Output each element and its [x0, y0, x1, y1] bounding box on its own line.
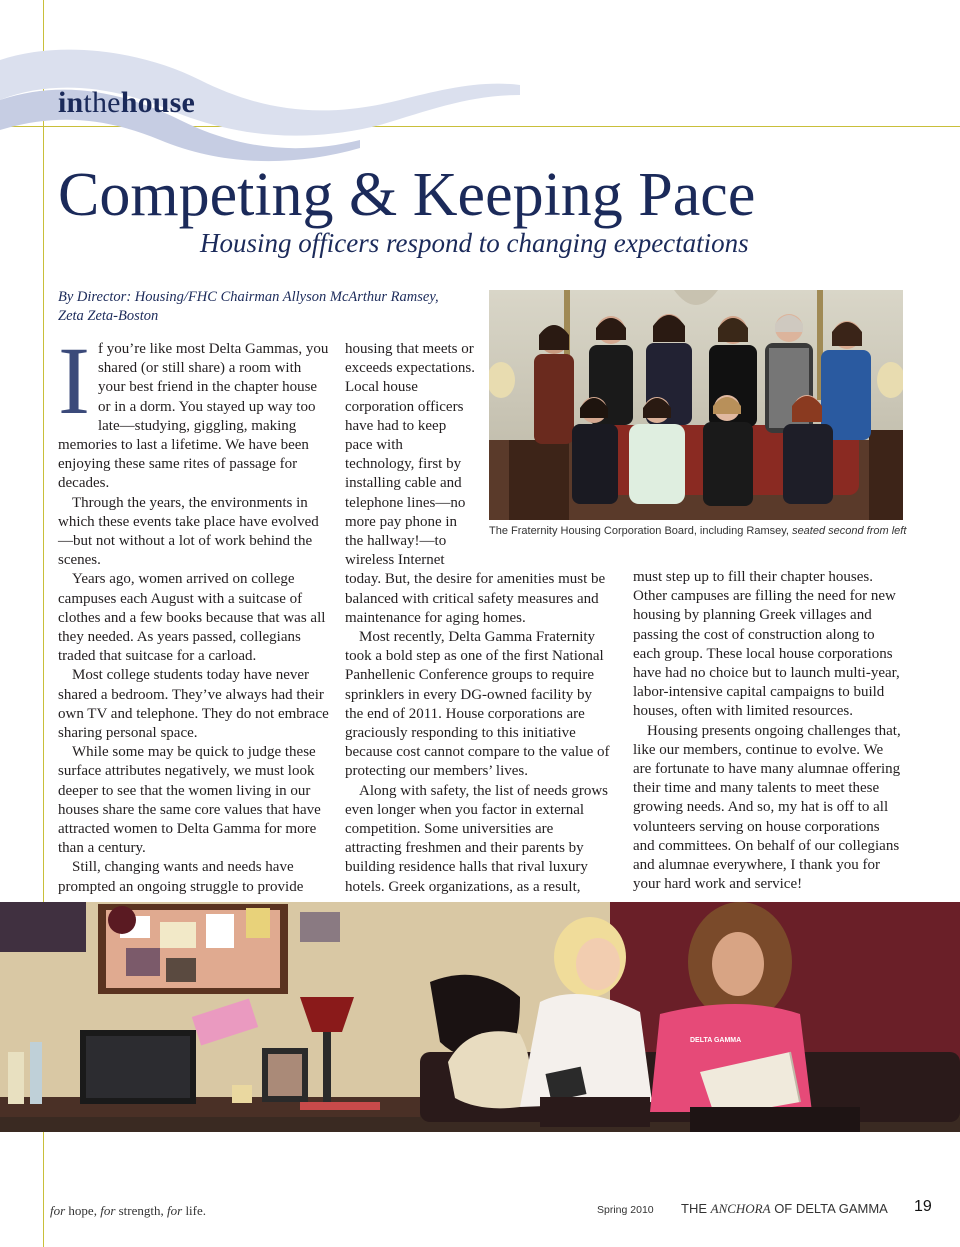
tagline-life: life. — [182, 1203, 207, 1218]
tagline-hope: hope, — [65, 1203, 101, 1218]
article-subtitle: Housing officers respond to changing expectations — [200, 228, 749, 258]
paragraph: Most recently, Delta Gamma Fraternity took a bold step as one of the first National Panhellenic Conference groups to require sprinklers in every DG-owned facility by the end of 2011. House corporations are graciously responding to this initiative because cost cannot compare to the value of protecting our members’ lives. — [345, 629, 610, 780]
footer-issue-date: Spring 2010 — [597, 1204, 654, 1216]
paragraph: Most college students today have never shared a bedroom. They’ve always had their own TV and telephone. They do not embrace sharing personal space. — [58, 667, 329, 742]
paragraph — [58, 327, 330, 494]
drop-cap: I — [58, 327, 90, 434]
tagline-for-3: for — [167, 1203, 183, 1218]
tagline-for-2: for — [100, 1203, 116, 1218]
shirt-text: DELTA GAMMA — [690, 1037, 742, 1044]
photo-caption-italic: seated second from left — [792, 525, 907, 537]
article-title: Competing & Keeping Pace — [58, 161, 756, 229]
article-column-3 — [633, 568, 905, 894]
paragraph: Years ago, women arrived on college campuses each August with a suitcase of clothes and a few books because that was all they needed. As years passed, collegians traded that suitcase for a carload. — [58, 571, 326, 665]
paragraph: While some may be quick to judge these surface attributes negatively, we must look deeper to see that the women living in our houses share the same core values that have attracted women to Delta Gamma for more than a century. — [58, 744, 321, 857]
paragraph: Housing presents ongoing challenges that, like our members, continue to evolve. We are fortunate to have many alumnae offering their time and many talents to meet these growing needs. And so, my hat is off to all volunteers serving on house corporations and committees. On behalf of our collegians and alumnae everywhere, I thank you for your hard work and service! — [633, 722, 901, 893]
paragraph: Still, changing wants and needs have prompted an ongoing struggle to provide — [58, 859, 304, 895]
magazine-name-italic: ANCHORA — [710, 1201, 771, 1216]
paragraph: housing that meets or exceeds expectations. Local house corporation officers have had to keep pace with technology, first by installing cable and telephone lines—no more pay phone in the hallway!—to wireless Internet today. But, the desire for amenities must be balanced with critical safety measures and maintenance for aging homes. — [345, 341, 606, 626]
paragraph: Along with safety, the list of needs grows even longer when you factor in external competition. Some universities are attracting freshmen and their parents by building residence halls that rival luxury hotels. Greek organizations, as a result, — [345, 782, 608, 895]
article-column-1 — [58, 327, 330, 897]
section-label-house: house — [120, 86, 196, 119]
section-label-in: in — [58, 86, 84, 119]
footer-magazine-name — [681, 1201, 888, 1217]
tagline-strength: strength, — [115, 1203, 168, 1218]
paragraph-text: f you’re like most Delta Gammas, you shared (or still share) a room with your best friend in the chapter house or in a dorm. You stayed up way too late—studying, giggling, making memories to last a lifetime. We have been enjoying these same rites of passage for decades. — [58, 341, 329, 492]
byline — [58, 288, 458, 326]
dorm-room-photo — [0, 902, 960, 1132]
page-number: 19 — [914, 1198, 932, 1215]
footer-tagline — [50, 1203, 206, 1219]
section-label — [58, 86, 195, 120]
section-label-the: the — [83, 86, 121, 119]
tagline-for-1: for — [50, 1203, 66, 1218]
paragraph: must step up to fill their chapter houses. Other campuses are filling the need for new housing by planning Greek villages and passing the cost of construction along to each group. These local house corporations have had no choice but to launch multi-year, labor-intensive capital campaigns to build houses, often with limited resources. — [633, 569, 900, 720]
group-photo — [489, 290, 903, 520]
byline-line-1: By Director: Housing/FHC Chairman Allyson McArthur Ramsey, — [58, 289, 439, 305]
magazine-name-pre: THE — [681, 1201, 711, 1216]
byline-line-2: Zeta Zeta-Boston — [58, 308, 159, 324]
magazine-name-post: OF DELTA GAMMA — [770, 1201, 888, 1216]
photo-caption — [489, 525, 907, 537]
photo-caption-main: The Fraternity Housing Corporation Board, including Ramsey, — [489, 525, 793, 537]
paragraph: Through the years, the environments in which these events take place have evolved—but not without a lot of work behind the scenes. — [58, 494, 319, 569]
